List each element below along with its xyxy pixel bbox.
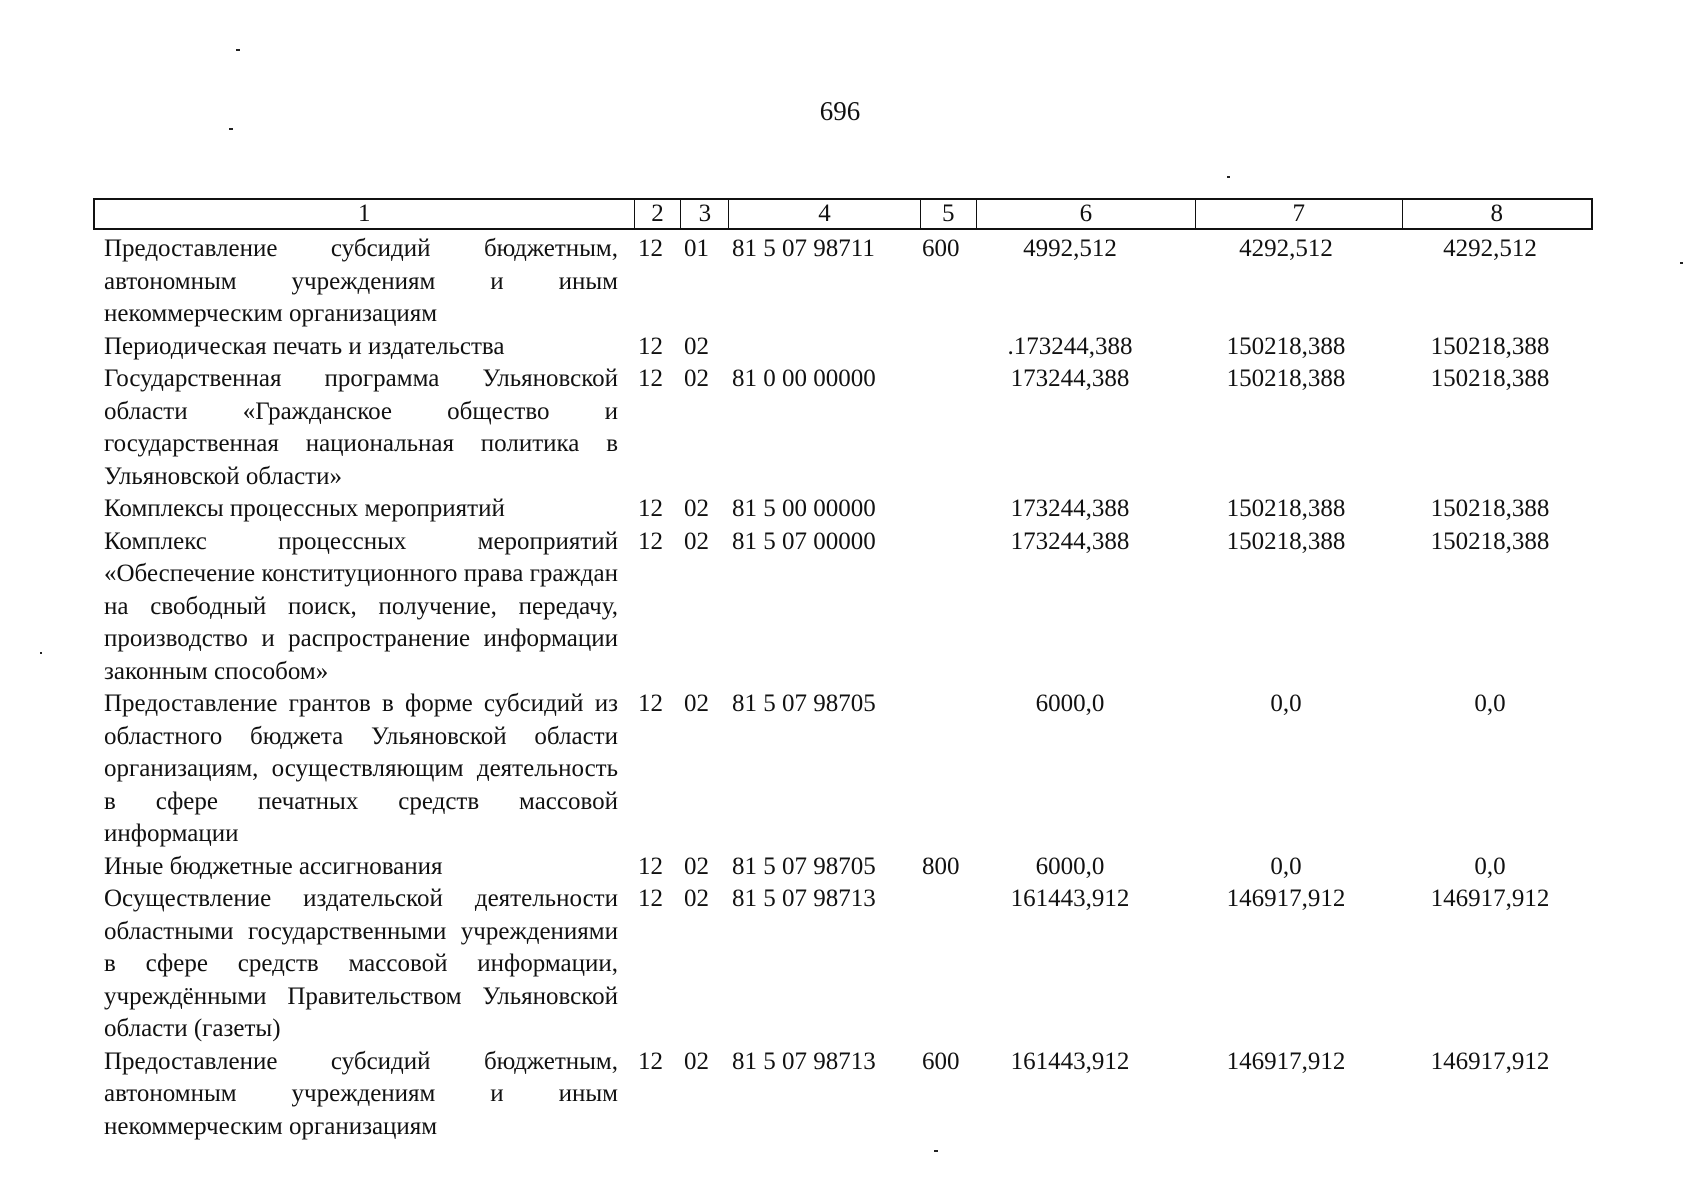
cell-amount-6: 161443,912 (1010, 885, 1130, 912)
cell-subsection: 02 (684, 690, 709, 717)
cell-subsection: 02 (684, 1047, 709, 1075)
cell-amount-7: 150218,388 (1226, 495, 1346, 522)
row-name: Предоставление субсидий бюджетным, автономным учреждениям и иным некоммерческим организациям (104, 235, 618, 327)
cell-section: 12 (638, 332, 663, 360)
cell-amount-8: 150218,388 (1430, 495, 1550, 522)
cell-amount-7: 0,0 (1270, 852, 1302, 880)
header-cell: 8 (1490, 200, 1503, 227)
row-name: Комплексы процессных мероприятий (104, 495, 505, 522)
table-row (0, 233, 1696, 331)
cell-amount-8: 0,0 (1474, 690, 1506, 717)
table-row (0, 526, 1696, 689)
table-row (0, 363, 1696, 493)
header-cell: 5 (921, 200, 977, 228)
cell-subsection: 02 (684, 527, 709, 555)
cell-amount-6: 173244,388 (1010, 365, 1130, 392)
cell-target-article: 81 0 00 00000 (732, 365, 876, 392)
cell-section: 12 (638, 690, 663, 717)
cell-target-article: 81 5 00 00000 (732, 495, 876, 522)
cell-expense-type: 600 (922, 235, 960, 262)
cell-target-article: 81 5 07 98705 (732, 690, 876, 717)
cell-amount-6: 6000,0 (1035, 690, 1105, 717)
cell-section: 12 (638, 495, 663, 522)
table-row (0, 1046, 1696, 1144)
cell-amount-8: 150218,388 (1430, 332, 1550, 360)
cell-amount-8: 146917,912 (1430, 1047, 1550, 1075)
cell-subsection: 01 (684, 235, 709, 262)
cell-amount-7: 0,0 (1270, 690, 1302, 717)
cell-amount-6: 173244,388 (1010, 495, 1130, 522)
cell-subsection: 02 (684, 365, 709, 392)
header-cell: 7 (1196, 200, 1402, 228)
cell-section: 12 (638, 885, 663, 912)
cell-amount-7: 4292,512 (1239, 235, 1333, 262)
cell-section: 12 (638, 852, 663, 880)
table-row (0, 688, 1696, 851)
page-number: 696 (819, 96, 861, 126)
cell-target-article: 81 5 07 98713 (732, 1047, 876, 1075)
table-row (0, 493, 1696, 526)
cell-amount-8: 150218,388 (1430, 365, 1550, 392)
row-name: Предоставление субсидий бюджетным, автономным учреждениям и иным некоммерческим организациям (104, 1047, 618, 1140)
cell-amount-8: 0,0 (1474, 852, 1506, 880)
header-cell: 1 (95, 200, 635, 228)
cell-target-article: 81 5 07 98705 (732, 852, 876, 880)
cell-section: 12 (638, 1047, 663, 1075)
cell-section: 12 (638, 235, 663, 262)
scan-speck (1227, 176, 1230, 178)
cell-amount-8: 146917,912 (1430, 885, 1550, 912)
table-row (0, 851, 1696, 884)
cell-expense-type: 800 (922, 852, 960, 880)
cell-amount-7: 146917,912 (1226, 1047, 1346, 1075)
cell-target-article: 81 5 07 00000 (732, 527, 876, 555)
cell-expense-type: 600 (922, 1047, 960, 1075)
cell-amount-6: 161443,912 (1010, 1047, 1130, 1075)
cell-amount-6: 6000,0 (1035, 852, 1105, 880)
cell-subsection: 02 (684, 495, 709, 522)
cell-amount-7: 150218,388 (1226, 527, 1346, 555)
cell-target-article: 81 5 07 98713 (732, 885, 876, 912)
cell-target-article: 81 5 07 98711 (732, 235, 875, 262)
row-name: Периодическая печать и издательства (104, 332, 505, 360)
row-name: Предоставление грантов в форме субсидий из областного бюджета Ульяновской области организациям, осуществляющим деятельность в сфере печатных средств массовой информации (104, 690, 618, 847)
scan-speck (934, 1150, 938, 1152)
cell-subsection: 02 (684, 852, 709, 880)
header-cell: 2 (635, 200, 682, 228)
cell-amount-6: 4992,512 (1023, 235, 1117, 262)
cell-section: 12 (638, 365, 663, 392)
row-name: Государственная программа Ульяновской области «Гражданское общество и государственная национальная политика в Ульяновской области» (104, 365, 618, 490)
row-name: Осуществление издательской деятельности областными государственными учреждениями в сфере средств массовой информации, учреждёнными Правительством Ульяновской области (газеты) (104, 885, 618, 1042)
scan-speck (236, 49, 240, 51)
table-row (0, 331, 1696, 364)
cell-subsection: 02 (684, 332, 709, 360)
scan-speck (229, 128, 233, 130)
cell-amount-7: 150218,388 (1226, 365, 1346, 392)
cell-amount-8: 150218,388 (1430, 527, 1550, 555)
cell-section: 12 (638, 527, 663, 555)
cell-amount-7: 150218,388 (1226, 332, 1346, 360)
cell-subsection: 02 (684, 885, 709, 912)
header-cell: 3 (681, 200, 729, 228)
table-header (93, 198, 1593, 230)
row-name: Комплекс процессных мероприятий «Обеспечение конституционного права граждан на свободный поиск, получение, передачу, производство и распространение информации законным способом» (104, 527, 618, 685)
cell-amount-6: .173244,388 (1007, 332, 1133, 360)
header-cell: 4 (729, 200, 920, 228)
header-cell: 6 (977, 200, 1196, 228)
table-row (0, 883, 1696, 1046)
cell-amount-8: 4292,512 (1443, 235, 1537, 262)
row-name: Иные бюджетные ассигнования (104, 852, 443, 880)
cell-amount-6: 173244,388 (1010, 527, 1130, 555)
table-body (0, 233, 1696, 1143)
cell-amount-7: 146917,912 (1226, 885, 1346, 912)
